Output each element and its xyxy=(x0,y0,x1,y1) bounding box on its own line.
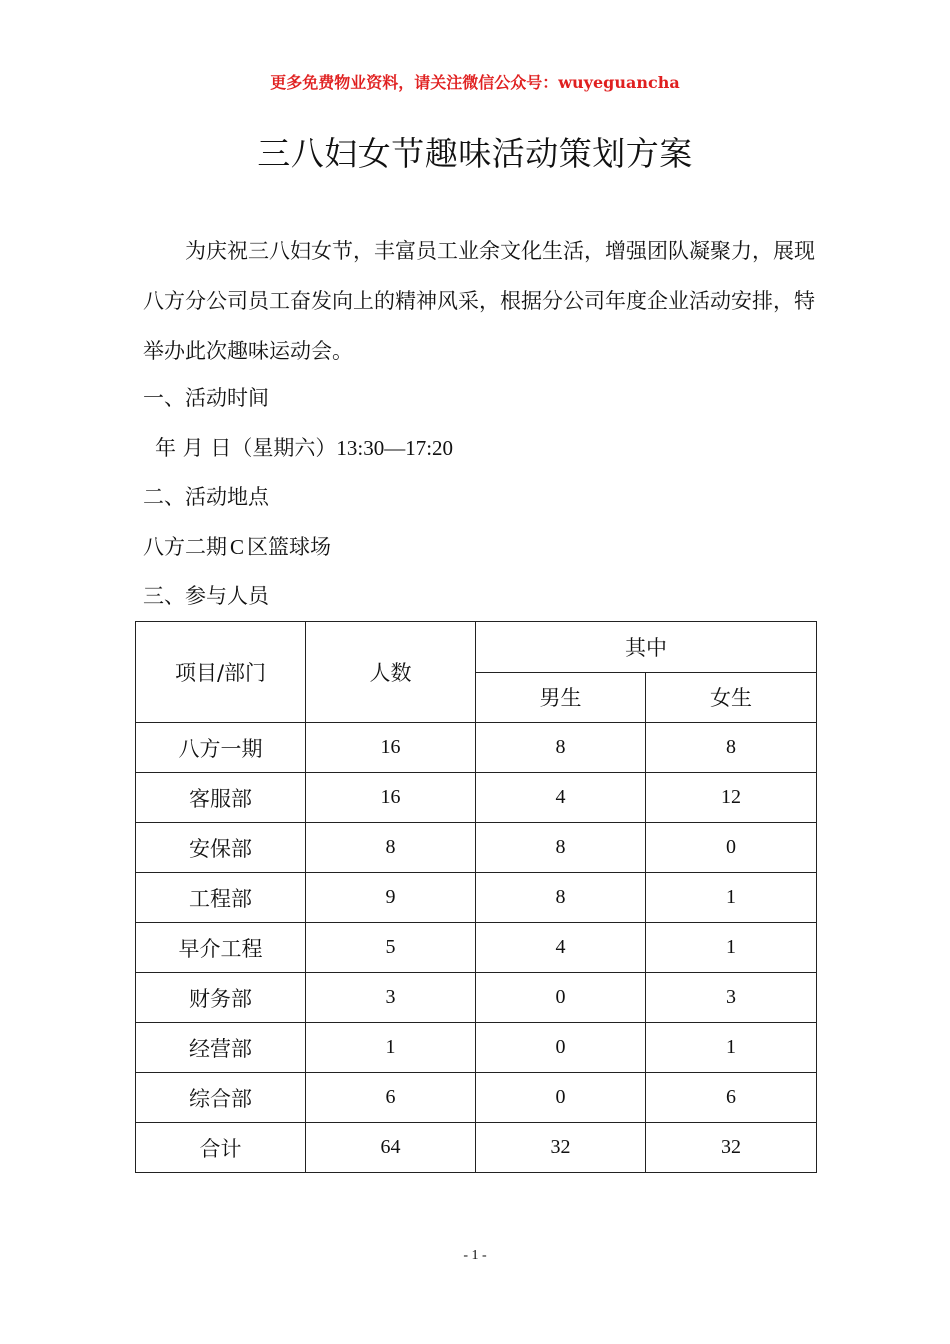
table-header-row xyxy=(136,622,817,673)
header-female: 女生 xyxy=(646,672,817,723)
event-place xyxy=(143,532,331,562)
table-total-row xyxy=(136,1123,817,1173)
cell-dept: 客服部 xyxy=(136,773,306,823)
cell-count: 16 xyxy=(306,723,476,773)
cell-female: 6 xyxy=(646,1073,817,1123)
cell-male: 8 xyxy=(476,823,646,873)
cell-dept: 工程部 xyxy=(136,873,306,923)
cell-female: 1 xyxy=(646,873,817,923)
cell-count: 8 xyxy=(306,823,476,873)
table-row xyxy=(136,823,817,873)
cell-female: 0 xyxy=(646,823,817,873)
cell-dept: 经营部 xyxy=(136,1023,306,1073)
staff-table xyxy=(135,621,817,1173)
total-male: 32 xyxy=(476,1123,646,1173)
cell-male: 0 xyxy=(476,1073,646,1123)
page-number: - 1 - xyxy=(463,1248,487,1263)
cell-female: 8 xyxy=(646,723,817,773)
cell-count: 6 xyxy=(306,1073,476,1123)
total-count: 64 xyxy=(306,1123,476,1173)
total-female: 32 xyxy=(646,1123,817,1173)
place-zone: C xyxy=(230,535,245,559)
cell-male: 4 xyxy=(476,773,646,823)
cell-female: 1 xyxy=(646,1023,817,1073)
cell-dept: 安保部 xyxy=(136,823,306,873)
table-row xyxy=(136,723,817,773)
cell-dept: 财务部 xyxy=(136,973,306,1023)
cell-count: 3 xyxy=(306,973,476,1023)
place-prefix: 八方二期 xyxy=(143,535,227,559)
section-place-heading: 二、活动地点 xyxy=(143,485,269,509)
cell-male: 0 xyxy=(476,973,646,1023)
cell-male: 8 xyxy=(476,873,646,923)
place-suffix: 区篮球场 xyxy=(247,535,332,559)
table-row xyxy=(136,1023,817,1073)
table-row xyxy=(136,1073,817,1123)
table-row xyxy=(136,973,817,1023)
section-time-heading: 一、活动时间 xyxy=(143,386,269,410)
event-date: 年 月 日（星期六） xyxy=(155,436,337,460)
header-count: 人数 xyxy=(306,622,476,723)
cell-female: 12 xyxy=(646,773,817,823)
cell-dept: 早介工程 xyxy=(136,923,306,973)
cell-female: 1 xyxy=(646,923,817,973)
cell-count: 5 xyxy=(306,923,476,973)
header-male: 男生 xyxy=(476,672,646,723)
cell-dept: 综合部 xyxy=(136,1073,306,1123)
cell-count: 16 xyxy=(306,773,476,823)
event-hours: 13:30—17:20 xyxy=(336,436,454,460)
cell-count: 1 xyxy=(306,1023,476,1073)
promo-banner: 更多免费物业资料，请关注微信公众号：wuyeguancha xyxy=(270,73,680,92)
intro-paragraph: 为庆祝三八妇女节，丰富员工业余文化生活，增强团队凝聚力，展现八方分公司员工奋发向上的精神风采，根据分公司年度企业活动安排，特举办此次趣味运动会。 xyxy=(143,239,815,363)
table-row xyxy=(136,873,817,923)
table-row xyxy=(136,923,817,973)
cell-female: 3 xyxy=(646,973,817,1023)
cell-male: 0 xyxy=(476,1023,646,1073)
table-row xyxy=(136,773,817,823)
section-people-heading: 三、参与人员 xyxy=(143,584,269,608)
header-dept: 项目/部门 xyxy=(136,622,306,723)
cell-male: 8 xyxy=(476,723,646,773)
cell-dept: 八方一期 xyxy=(136,723,306,773)
header-among: 其中 xyxy=(476,622,817,673)
cell-male: 4 xyxy=(476,923,646,973)
event-time xyxy=(155,433,453,463)
total-label: 合计 xyxy=(136,1123,306,1173)
page-title: 三八妇女节趣味活动策划方案 xyxy=(257,134,693,173)
cell-count: 9 xyxy=(306,873,476,923)
